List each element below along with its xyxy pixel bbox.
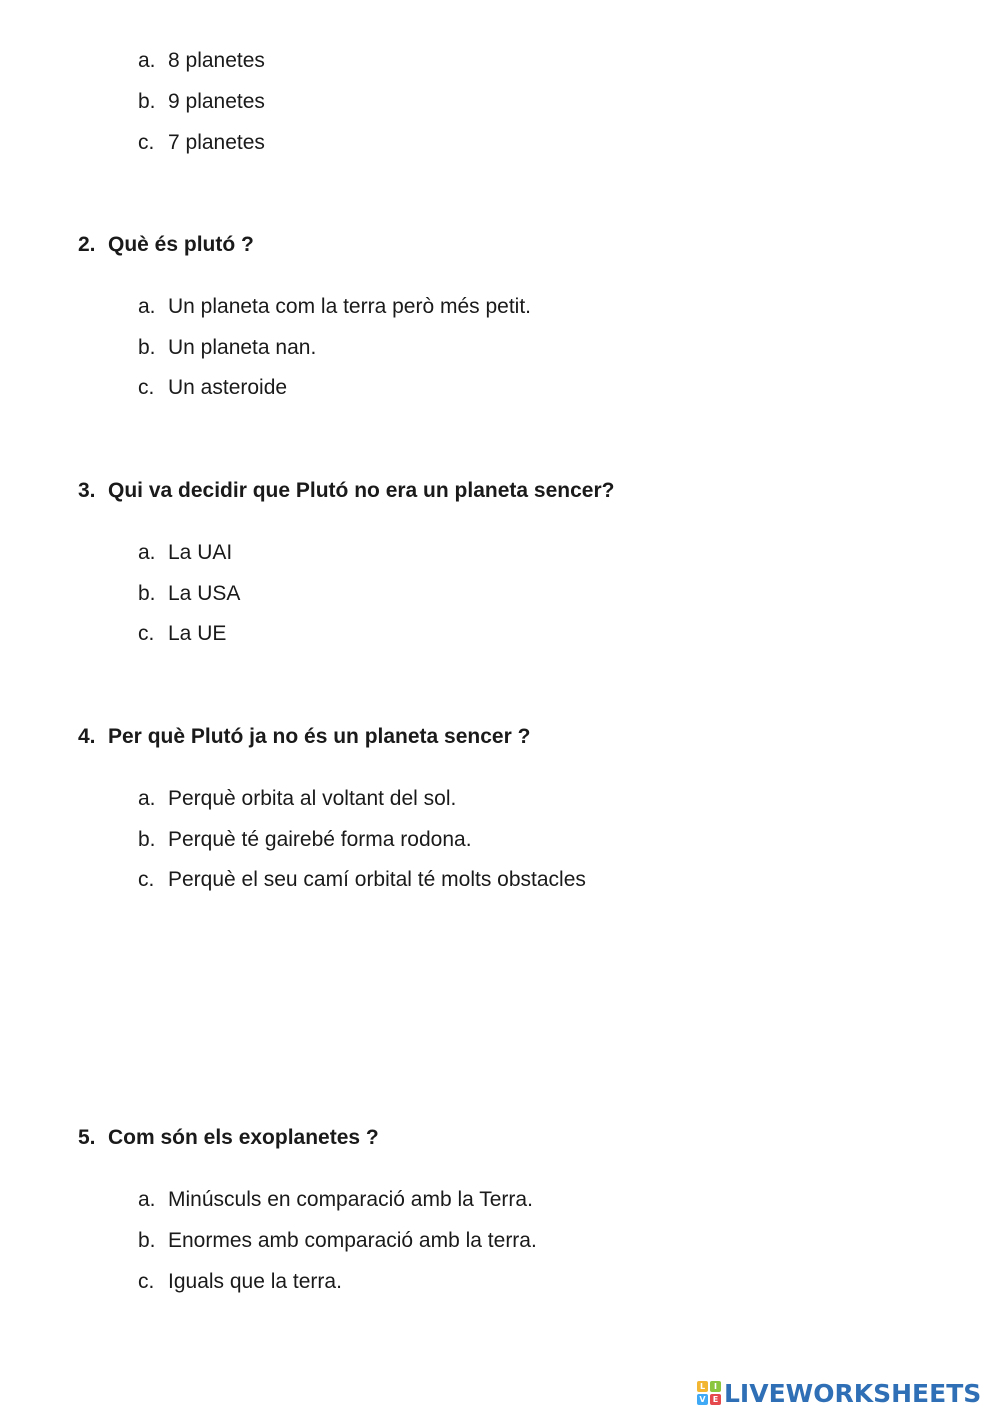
option-letter: b. <box>138 1229 156 1252</box>
option-letter: b. <box>138 582 156 605</box>
question-text: Qui va decidir que Plutó no era un planeta sencer? <box>108 479 615 502</box>
option-text: Perquè té gairebé forma rodona. <box>168 828 472 851</box>
question-text: Com són els exoplanetes ? <box>108 1126 379 1149</box>
option-letter: c. <box>138 1270 155 1293</box>
option-letter: b. <box>138 828 156 851</box>
option-letter: c. <box>138 868 155 891</box>
option-text: 9 planetes <box>168 90 265 113</box>
q4-option-a[interactable] <box>138 787 456 811</box>
option-text: 8 planetes <box>168 49 265 72</box>
q2-option-c[interactable] <box>138 376 287 400</box>
option-text: Un asteroide <box>168 376 288 399</box>
q5-option-a[interactable] <box>138 1188 533 1212</box>
q4-option-c[interactable] <box>138 868 586 892</box>
option-letter: b. <box>138 336 156 359</box>
question-text: Què és plutó ? <box>108 233 254 256</box>
option-text: La UAI <box>168 541 233 564</box>
logo-mark-e: E <box>710 1394 721 1405</box>
question-4 <box>78 725 530 749</box>
question-number: 2. <box>78 233 96 256</box>
option-letter: c. <box>138 622 155 645</box>
option-text: La UE <box>168 622 227 645</box>
option-letter: a. <box>138 295 156 318</box>
option-text: Enormes amb comparació amb la terra. <box>168 1229 537 1252</box>
option-text: Iguals que la terra. <box>168 1270 342 1293</box>
q5-option-b[interactable] <box>138 1229 537 1253</box>
question-number: 5. <box>78 1126 96 1149</box>
q3-option-a[interactable] <box>138 541 232 565</box>
q2-option-b[interactable] <box>138 336 316 360</box>
option-letter: b. <box>138 90 156 113</box>
option-text: Minúsculs en comparació amb la Terra. <box>168 1188 533 1211</box>
question-text: Per què Plutó ja no és un planeta sencer ? <box>108 725 531 748</box>
option-text: Un planeta com la terra però més petit. <box>168 295 532 318</box>
liveworksheets-logo[interactable] <box>697 1378 981 1408</box>
logo-text: LIVEWORKSHEETS <box>724 1378 982 1408</box>
question-3 <box>78 479 614 503</box>
option-text: La USA <box>168 582 241 605</box>
q1-option-b[interactable] <box>138 90 265 114</box>
option-text: 7 planetes <box>168 131 265 154</box>
logo-mark-icon <box>697 1381 721 1405</box>
question-number: 3. <box>78 479 96 502</box>
option-letter: c. <box>138 376 155 399</box>
logo-mark-i: I <box>710 1381 721 1392</box>
question-2 <box>78 233 254 257</box>
q2-option-a[interactable] <box>138 295 531 319</box>
q4-option-b[interactable] <box>138 828 472 852</box>
q5-option-c[interactable] <box>138 1270 342 1294</box>
option-text: Un planeta nan. <box>168 336 317 359</box>
option-letter: a. <box>138 541 156 564</box>
option-text: Perquè el seu camí orbital té molts obstacles <box>168 868 586 891</box>
logo-mark-l: L <box>697 1381 708 1392</box>
logo-mark-v: V <box>697 1394 708 1405</box>
q3-option-b[interactable] <box>138 582 240 606</box>
option-letter: a. <box>138 1188 156 1211</box>
option-letter: a. <box>138 787 156 810</box>
option-letter: a. <box>138 49 156 72</box>
q1-option-a[interactable] <box>138 49 265 73</box>
option-text: Perquè orbita al voltant del sol. <box>168 787 457 810</box>
question-number: 4. <box>78 725 96 748</box>
q1-option-c[interactable] <box>138 131 265 155</box>
option-letter: c. <box>138 131 155 154</box>
q3-option-c[interactable] <box>138 622 226 646</box>
question-5 <box>78 1126 379 1150</box>
